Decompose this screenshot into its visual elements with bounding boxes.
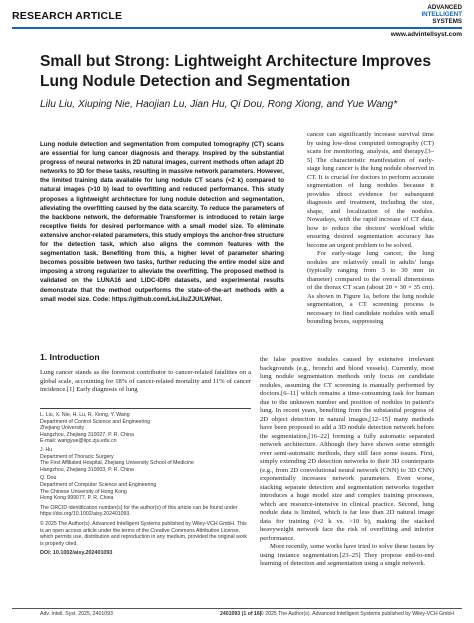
orcid-note: The ORCID identification number(s) for the author(s) of this article can be found under https://doi.org/10.1002/aisy.202401093. bbox=[40, 504, 238, 518]
paper-title: Small but Strong: Lightweight Architecture Improves Lung Nodule Detection and Segmentation bbox=[40, 53, 432, 90]
body-paragraph: the false positive nodules caused by extensive irrelevant backgrounds (e.g., bronchi and blood vessels). Currently, most lung nodule segmentation methods only focus on candidate nodules, assuming the CT screening is manually performed by doctors.[6–11] which remains a time-consuming task for human due to the unknown number and position of nodules in patient's lung. In recent years, benefiting from the substantial progress of 2D object detection in natural images,[12–15] many methods have been proposed to add a 3D nodule detection network before the segmentation,[16–22] forming a fully automatic separated network architecture. Although they have shown some strength over semi-automatic methods, they still face some issues. First, simply extending 2D detection networks to their 3D counterparts (e.g., from 2D convolutional neural network (CNN) to 3D CNN) exponentially increases network parameters. Even worse, stacking separate detection and segmentation networks together introduces a huge model size and complex training processes, which are resource-intensive in clinical practice. Second, lung nodule data is limited, which is far less than 2D natural image data for training (≈2 k vs. >10 b), making the stacked heavyweight network face the risk of overfitting and inferior performance. bbox=[260, 356, 434, 542]
footer-citation: Adv. Intell. Syst. 2025, 2401093 bbox=[40, 611, 113, 617]
footer-rule bbox=[12, 608, 462, 609]
header-rule bbox=[12, 27, 462, 29]
article-type-label: RESEARCH ARTICLE bbox=[12, 10, 123, 22]
body-paragraph: cancer can significantly increase survival time by using low-dose computed tomography (CT) scans for monitoring, analysis, and therapy.[3–5] The characteristic manifestation of early-stage lung cancer is the lung nodule observed in CT. It is crucial for doctors to perform accurate segmentation of lung nodules because it provides direct evidence for subsequent diagnosis and treatment, including the size, shape, and localization of the nodules. Nowadays, with the rapid increase of CT data, how to reduce the doctors' workload while ensuring desired segmentation accuracy has become an urgent problem to be solved. bbox=[307, 131, 434, 249]
journal-website-link[interactable]: www.advintellsyst.com bbox=[390, 31, 462, 38]
journal-logo-line-2: INTELLIGENT bbox=[421, 11, 462, 18]
doi-link[interactable]: DOI: 10.1002/aisy.202401093 bbox=[40, 550, 113, 557]
affiliation-block: Q. Dou Department of Computer Science and Engineering The Chinese University of Hong Kong Hong Kong 999077, P. R. China bbox=[40, 475, 157, 502]
journal-logo-line-1: ADVANCED bbox=[427, 4, 462, 11]
author-list: Lilu Liu, Xiuping Nie, Haojian Lu, Jian Hu, Qi Dou, Rong Xiong, and Yue Wang* bbox=[40, 99, 398, 110]
body-paragraph: More recently, some works have tried to solve these issues by using instance segmentation.[23–25] They propose end-to-end learning of detection and segmentation using a single network. bbox=[260, 543, 434, 567]
right-column-bottom bbox=[260, 356, 434, 569]
section-heading-introduction: 1. Introduction bbox=[40, 352, 100, 362]
affiliation-block: J. Hu Department of Thoracic Surgery The First Affiliated Hospital, Zhejiang University School of Medicine Hangzhou, Zhejiang 310003, P. R. China bbox=[40, 446, 194, 473]
introduction-text: Lung cancer stands as the foremost contributor to cancer-related fatalities on a global scale, accounting for 18% of cancer-related mortality and 11% of cancer incidence.[1] Early diagnosis of lung bbox=[40, 369, 251, 393]
license-note: © 2025 The Author(s). Advanced Intelligent Systems published by Wiley-VCH GmbH. This is an open access article under the terms of the Creative Commons Attribution License, which permits use, distribution and reproduction in any medium, provided the original work is properly cited. bbox=[40, 520, 248, 547]
footer-page-number: 2401093 (1 of 16) bbox=[220, 611, 262, 617]
footer-copyright: © 2025 The Author(s). Advanced Intelligent Systems published by Wiley-VCH GmbH bbox=[259, 611, 454, 617]
journal-logo-line-3: SYSTEMS bbox=[432, 18, 462, 25]
journal-logo bbox=[421, 4, 462, 25]
right-column-top bbox=[307, 131, 434, 327]
abstract: Lung nodule detection and segmentation from computed tomography (CT) scans are essential for lung cancer diagnosis and therapy. Inspired by the substantial progress of neural networks in 2D natural images, current methods often adapt 2D networks to 3D for these tasks, resulting in massive network parameters. However, the limited training data available for lung nodule CT scans (≈2 k) compared to natural images (>10 b) lead to overfitting and reduced performance. This study proposes a lightweight architecture for lung nodule detection and segmentation, alleviating the overfitting caused by the data scarcity. To reduce the parameters of the backbone network, the deformable Transformer is introduced to retain large receptive fields for desired performance with a small model size. To eliminate extensive anchor-related parameters, this study employs the anchor-free structure for the detection task, which also aligns the common features with the segmentation task. Benefiting from this, a higher level of parameter sharing becomes possible between two tasks, further reducing the entire model size and imposing a strong regularizer to alleviate the overfitting. The proposed method is validated on the LUNA16 and LIDC-IDRI datasets, and experimental results demonstrate that the method outperforms the state-of-the-art methods with a small model size. Code: https://github.com/LiuLiluZJU/LWNet. bbox=[40, 141, 284, 303]
affiliation-block: L. Liu, X. Nie, H. Lu, R. Xiong, Y. Wang Department of Control Science and Engineering Zhejiang University Hangzhou, Zhejiang 310027, P. R. China E-mail: wangyue@iipc.zju.edu.cn bbox=[40, 412, 151, 445]
affiliations-footnote bbox=[40, 408, 251, 557]
body-paragraph: For early-stage lung cancer, the lung nodules are relatively small in adults' lungs (typically ranging from 3 to 30 mm in diameter) compared to the overall dimensions of the thorax CT scan (about 20 × 30 × 35 cm). As shown in Figure 1a, before the lung nodule segmentation, a CT screening process is necessary to find candidate nodules with small bounding boxes, suppressing bbox=[307, 250, 434, 325]
